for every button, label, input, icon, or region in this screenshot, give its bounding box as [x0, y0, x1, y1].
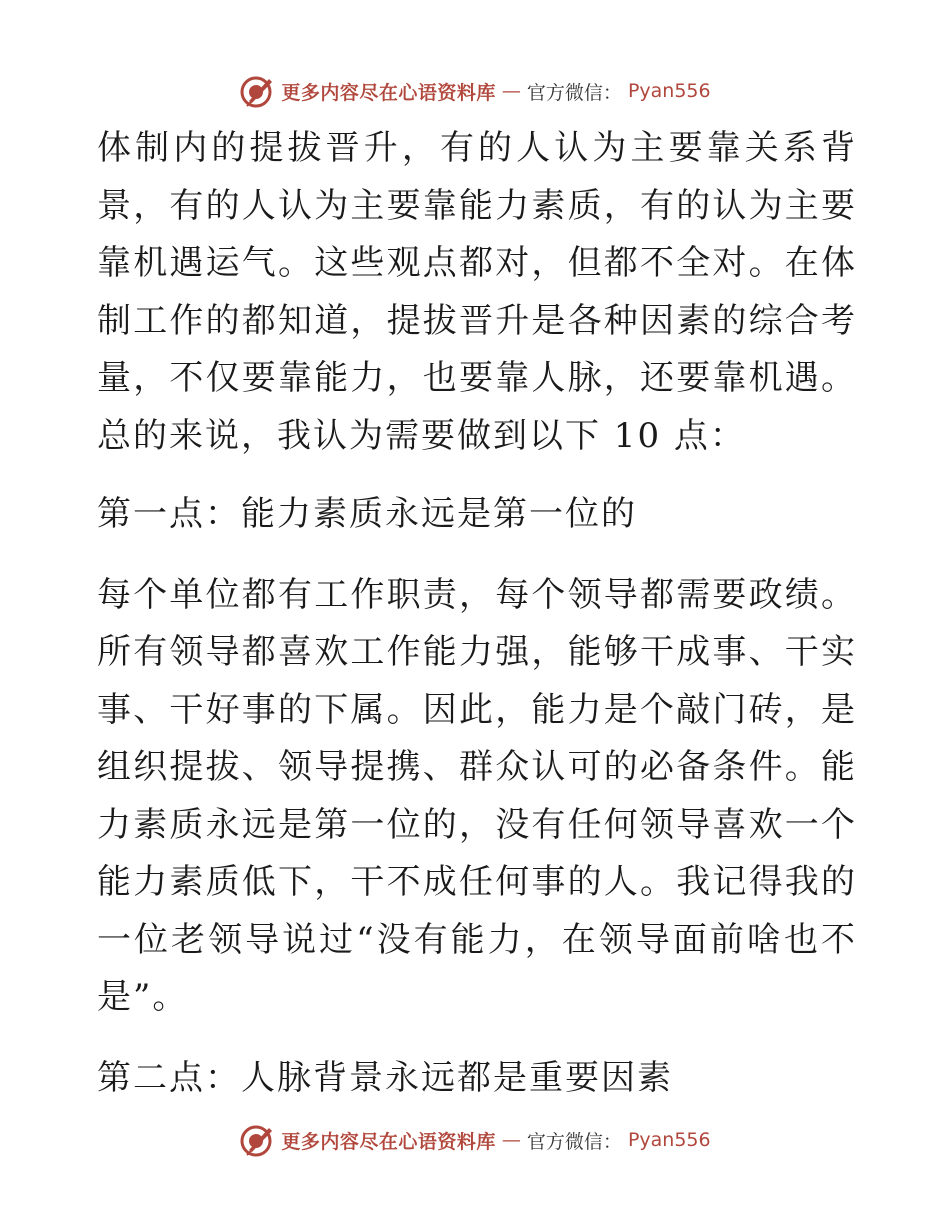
footer-watermark	[0, 1120, 950, 1160]
watermark-dash: —	[501, 80, 521, 102]
watermark-brand: 更多内容尽在心语资料库	[281, 81, 496, 104]
watermark-dash: —	[501, 1129, 521, 1151]
watermark-wechat-id: Pyan556	[627, 1129, 711, 1151]
watermark-wechat-id: Pyan556	[627, 80, 711, 102]
quill-seal-icon	[239, 1122, 275, 1158]
intro-paragraph: 体制内的提拔晋升，有的人认为主要靠关系背景，有的人认为主要靠能力素质，有的认为主要靠机遇运气。这些观点都对，但都不全对。在体制工作的都知道，提拔晋升是各种因素的综合考量，不仅要靠能力，也要靠人脉，还要靠机遇。总的来说，我认为需要做到以下 10 点：	[97, 128, 857, 456]
watermark-brand: 更多内容尽在心语资料库	[281, 1130, 496, 1153]
section-2-heading: 第二点：人脉背景永远都是重要因素	[97, 1057, 673, 1098]
section-1-paragraph: 每个单位都有工作职责，每个领导都需要政绩。所有领导都喜欢工作能力强，能够干成事、干实事、干好事的下属。因此，能力是个敲门砖，是组织提拔、领导提携、群众认可的必备条件。能力素质永远是第一位的，没有任何领导喜欢一个能力素质低下，干不成任何事的人。我记得我的一位老领导说过“没有能力，在领导面前啥也不是”。	[97, 574, 857, 1017]
header-watermark	[0, 71, 950, 111]
watermark-official-label: 官方微信：	[526, 81, 622, 104]
quill-seal-icon	[239, 73, 275, 109]
section-1-heading: 第一点：能力素质永远是第一位的	[97, 494, 637, 534]
watermark-official-label: 官方微信：	[526, 1130, 622, 1153]
document-body	[97, 120, 857, 1107]
